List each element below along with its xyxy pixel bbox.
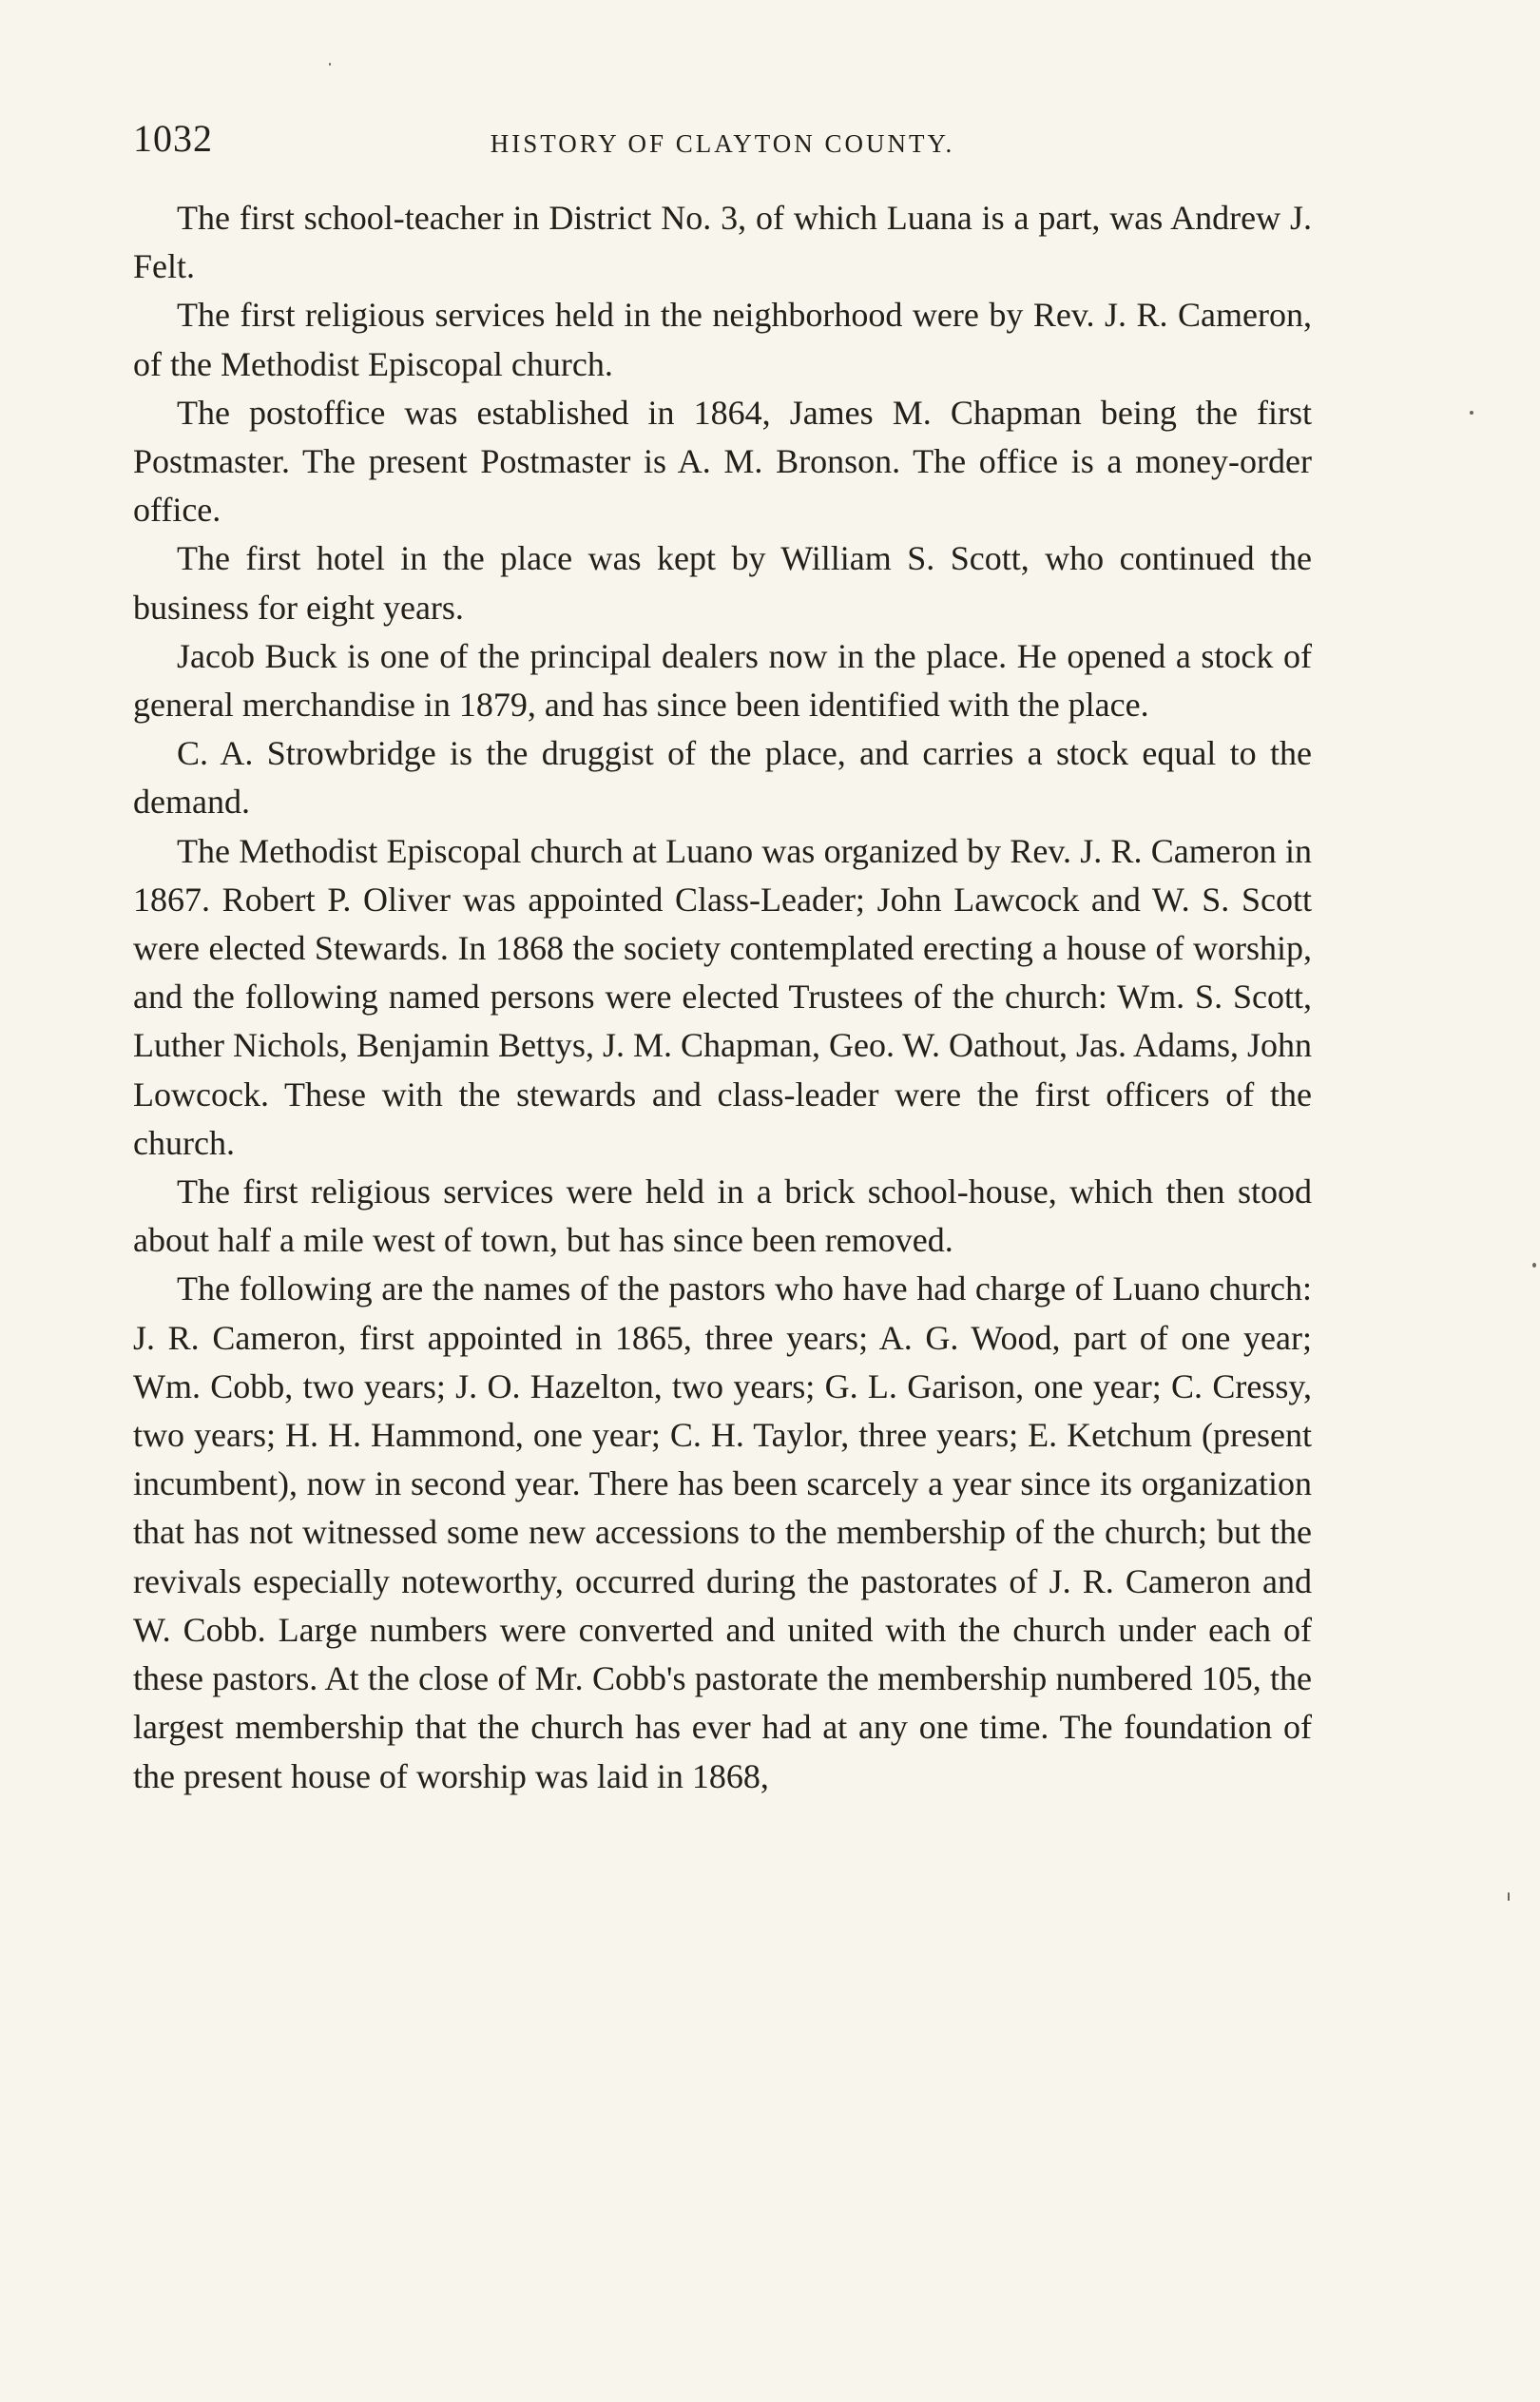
running-head: HISTORY OF CLAYTON COUNTY. — [490, 129, 955, 158]
paper-speck — [1508, 1892, 1510, 1901]
paragraph-pastors: The following are the names of the pastors who have had charge of Luano church: J. R. Cameron, first appointed in 1865, three years; A. G. Wood, part of one year; Wm. Cobb, two years; J. O. Hazelton, two years; G. L. Garison, one year; C. Cressy, two years; H. H. Hammond, one year; C. H. Taylor, three years; E. Ketchum (present incumbent), now in second year. There has been scarcely a year since its organization that has not witnessed some new accessions to the membership of the church; but the revivals especially noteworthy, occurred during the pastorates of J. R. Cameron and W. Cobb. Large numbers were converted and united with the church under each of these pastors. At the close of Mr. Cobb's pastorate the membership numbered 105, the largest membership that the church has ever had at any one time. The foundation of the present house of worship was laid in 1868, — [133, 1269, 1312, 1795]
paper-speck — [1532, 1263, 1536, 1268]
page-header — [133, 116, 1312, 173]
paper-speck — [1470, 411, 1473, 415]
paper-speck — [329, 63, 331, 66]
paragraph-druggist: C. A. Strowbridge is the druggist of the place, and carries a stock equal to the demand. — [133, 734, 1312, 822]
paragraph-school-house-services: The first religious services were held in a brick school-house, which then stood about half a mile west of town, but has since been removed. — [133, 1172, 1312, 1260]
paragraph-first-hotel: The first hotel in the place was kept by William S. Scott, who continued the business for eight years. — [133, 539, 1312, 627]
paragraph-jacob-buck: Jacob Buck is one of the principal dealers now in the place. He opened a stock of general merchandise in 1879, and has since been identified with the place. — [133, 636, 1312, 725]
body-text — [133, 194, 1312, 1801]
paragraph-first-religious-services: The first religious services held in the neighborhood were by Rev. J. R. Cameron, of the Methodist Episcopal church. — [133, 296, 1312, 383]
paragraph-methodist-church: The Methodist Episcopal church at Luano was organized by Rev. J. R. Cameron in 1867. Robert P. Oliver was appointed Class-Leader; John Lawcock and W. S. Scott were elected Stewards. In 1868 the society contemplated erecting a house of worship, and the following named persons were elected Trustees of the church: Wm. S. Scott, Luther Nichols, Benjamin Bettys, J. M. Chapman, Geo. W. Oathout, Jas. Adams, John Lowcock. These with the stewards and class-leader were the first officers of the church. — [133, 831, 1312, 1162]
paragraph-first-school-teacher: The first school-teacher in District No. 3, of which Luana is a part, was Andrew J. Felt. — [133, 199, 1312, 286]
paragraph-postoffice: The postoffice was established in 1864, James M. Chapman being the first Postmaster. The present Postmaster is A. M. Bronson. The office is a money-order office. — [133, 393, 1312, 530]
page-number: 1032 — [133, 117, 213, 160]
